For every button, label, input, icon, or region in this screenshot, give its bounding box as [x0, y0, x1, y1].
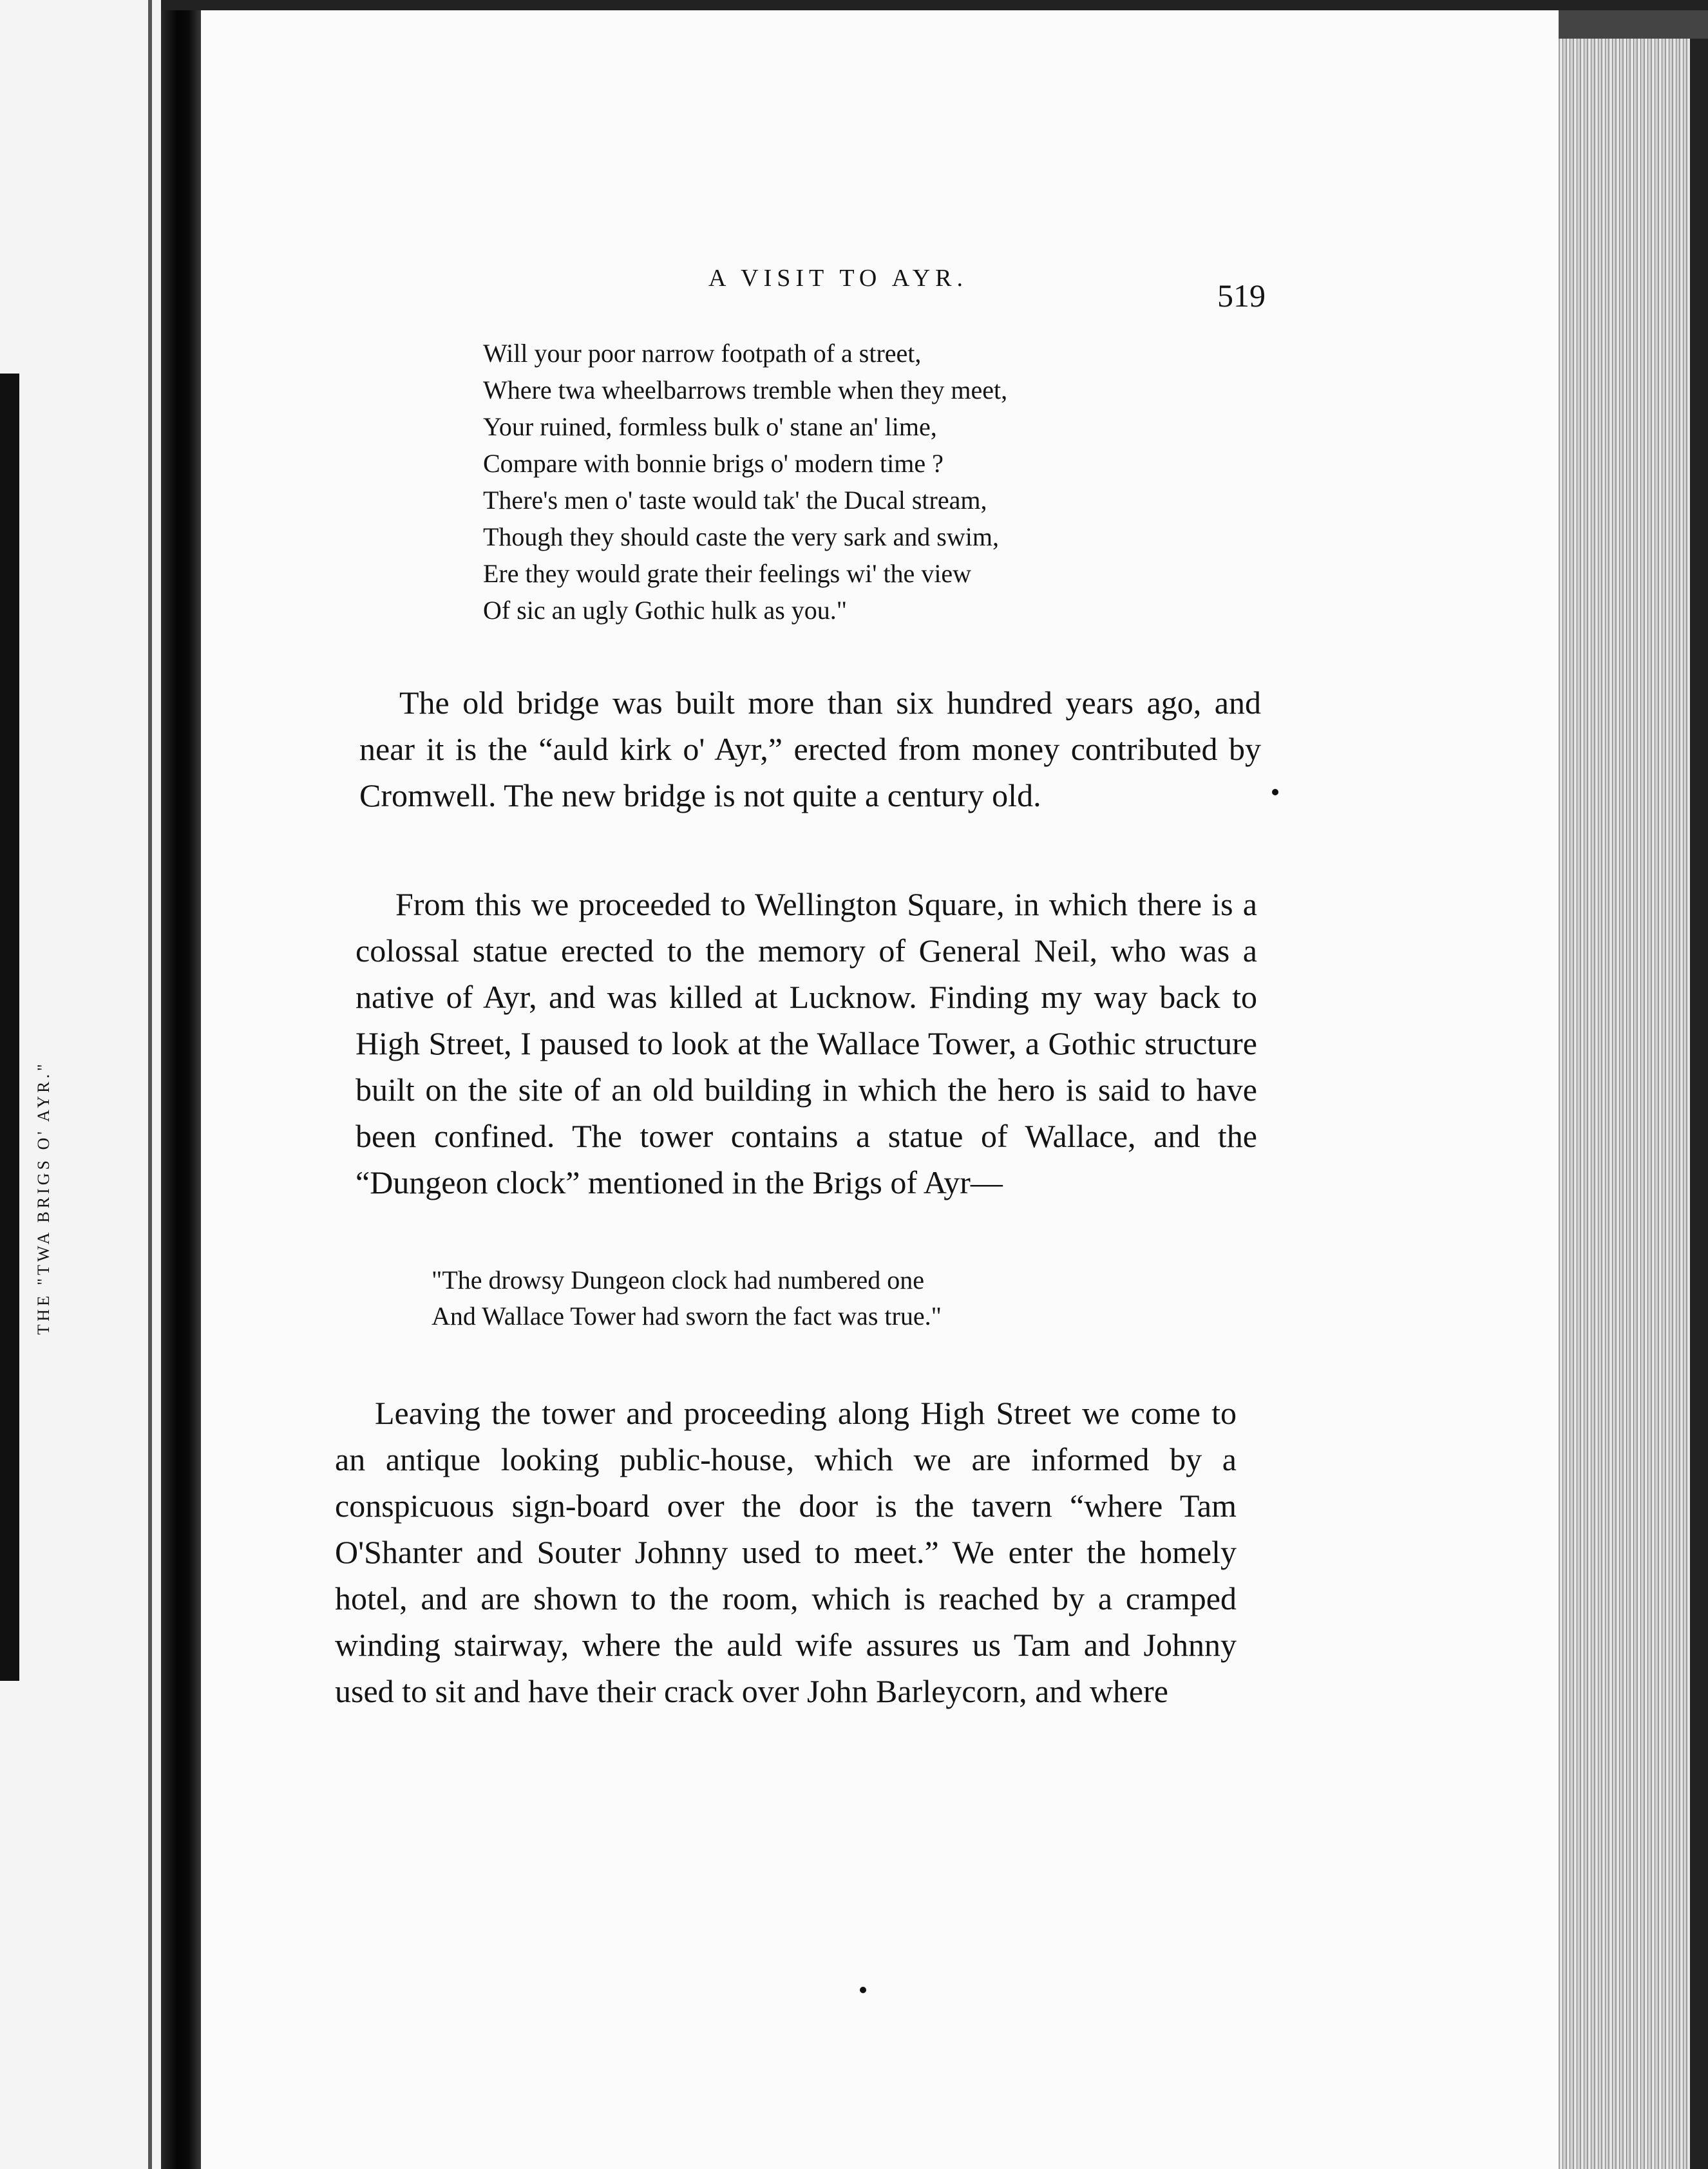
page-edges-stack — [1559, 39, 1708, 2169]
book-gutter — [161, 0, 201, 2169]
verse-line: Will your poor narrow footpath of a street, — [483, 339, 922, 368]
paragraph-wellington-square: From this we proceeded to Wellington Square, in which there is a colossal statue erected to the memory of General Neil, who was a native of Ayr, and was killed at Lucknow. Finding my way back to High Street, I paused to look at the Wallace Tower, a Gothic structure built on the site of an old building in which the hero is said to have been confined. The tower contains a statue of Wallace, and the “Dungeon clock” mentioned in the Brigs of Ayr— — [356, 886, 1257, 1200]
top-shadow — [161, 0, 1708, 10]
verse-line: Where twa wheelbarrows tremble when they meet, — [483, 375, 1008, 404]
quote-line: And Wallace Tower had sworn the fact was true." — [432, 1302, 942, 1331]
ink-speck — [1272, 789, 1278, 795]
paragraph-old-bridge: The old bridge was built more than six hundred years ago, and near it is the “auld kirk o' Ayr,” erected from money contributed by Cromwell. The new bridge is not quite a century old. — [359, 685, 1261, 813]
verse-line: Your ruined, formless bulk o' stane an' lime, — [483, 412, 937, 441]
quote-block — [432, 1262, 942, 1334]
verse-line: Ere they would grate their feelings wi' the view — [483, 559, 972, 588]
running-head: A VISIT TO AYR. — [708, 265, 968, 292]
verse-line: Compare with bonnie brigs o' modern time ? — [483, 449, 944, 478]
verse-line: Though they should caste the very sark and swim, — [483, 522, 999, 551]
quote-line: "The drowsy Dungeon clock had numbered one — [432, 1265, 924, 1294]
verse-line: Of sic an ugly Gothic hulk as you." — [483, 596, 848, 625]
left-page-dark-edge — [0, 374, 19, 1681]
verse-block — [483, 335, 1007, 629]
paragraph-tavern: Leaving the tower and proceeding along High Street we come to an antique looking public-house, which we are informed by a conspicuous sign-board over the door is the tavern “where Tam O'Shanter and Souter Johnny used to meet.” We enter the homely hotel, and are shown to the room, which is reached by a cramped winding stairway, where the auld wife assures us Tam and Johnny used to sit and have their crack over John Barleycorn, and where — [335, 1395, 1237, 1709]
ink-speck — [860, 1987, 866, 1993]
verse-line: There's men o' taste would tak' the Ducal stream, — [483, 486, 987, 515]
page-number: 519 — [1217, 278, 1266, 314]
page-edge-corner — [1559, 10, 1708, 43]
gutter-line — [148, 0, 152, 2169]
left-running-head-text: THE "TWA BRIGS O' AYR." — [34, 1061, 53, 1335]
